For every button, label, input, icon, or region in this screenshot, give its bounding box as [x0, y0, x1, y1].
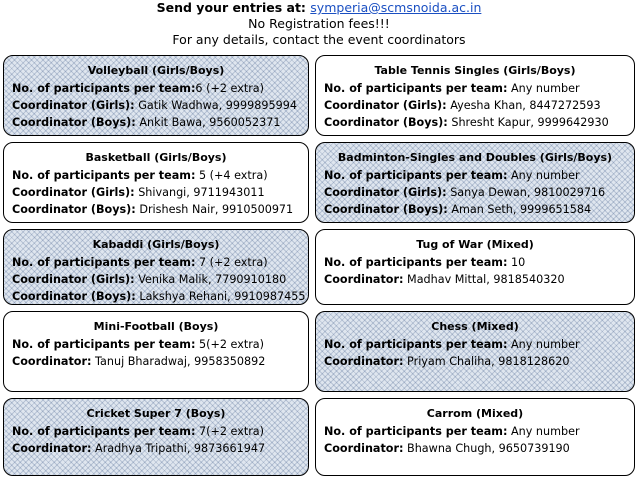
- participants-row: [324, 336, 626, 353]
- coordinator-girls-row: [12, 184, 300, 201]
- coordinator-girls-row: [324, 184, 626, 201]
- participants-label: No. of participants per team:: [12, 169, 196, 182]
- participants-label: No. of participants per team:: [324, 425, 508, 438]
- coordinator-row: [12, 353, 300, 370]
- coordinator-row: [12, 440, 300, 457]
- event-title: Cricket Super 7 (Boys): [86, 407, 226, 420]
- participants-value: Any number: [510, 338, 580, 351]
- participants-row: [12, 423, 300, 440]
- event-title: Table Tennis Singles (Girls/Boys): [374, 64, 576, 77]
- coordinator-girls-label: Coordinator (Girls):: [12, 99, 135, 112]
- event-card-carrom: [315, 398, 635, 476]
- coordinator-label: Coordinator:: [324, 273, 404, 286]
- participants-row: [12, 80, 300, 97]
- event-card-badminton: [315, 142, 635, 223]
- participants-value: Any number: [510, 82, 580, 95]
- header: [0, 0, 638, 48]
- coordinator-girls-label: Coordinator (Girls):: [12, 273, 135, 286]
- event-card-cricket: [3, 398, 309, 476]
- participants-value: 5(+2 extra): [198, 338, 265, 351]
- participants-row: [324, 254, 626, 271]
- coordinator-boys-label: Coordinator (Boys):: [12, 290, 136, 303]
- coordinator-boys-value: Lakshya Rehani, 9910987455: [139, 290, 306, 303]
- event-title: Kabaddi (Girls/Boys): [92, 238, 220, 251]
- participants-label: No. of participants per team:: [324, 169, 508, 182]
- participants-value: 7 (+2 extra): [198, 256, 268, 269]
- coordinator-value: Aradhya Tripathi, 9873661947: [95, 442, 266, 455]
- event-card-basketball: [3, 142, 309, 223]
- participants-row: [12, 167, 300, 184]
- participants-label: No. of participants per team:: [324, 82, 508, 95]
- coordinator-girls-row: [12, 97, 300, 114]
- event-card-kabaddi: [3, 229, 309, 305]
- coordinator-girls-value: Ayesha Khan, 8447272593: [450, 99, 601, 112]
- event-title: Mini-Football (Boys): [93, 320, 219, 333]
- coordinator-girls-row: [12, 271, 300, 288]
- event-title: Tug of War (Mixed): [416, 238, 534, 251]
- participants-label: No. of participants per team:: [12, 82, 196, 95]
- coordinator-boys-row: [12, 201, 300, 218]
- participants-value: 7(+2 extra): [198, 425, 265, 438]
- participants-row: [324, 423, 626, 440]
- participants-label: No. of participants per team:: [12, 256, 196, 269]
- coordinator-boys-row: [12, 288, 306, 305]
- send-entries-line: [0, 0, 638, 16]
- participants-label: No. of participants per team:: [12, 338, 196, 351]
- coordinator-row: [324, 440, 626, 457]
- coordinator-boys-label: Coordinator (Boys):: [324, 116, 448, 129]
- participants-row: [12, 336, 300, 353]
- coordinator-boys-label: Coordinator (Boys):: [324, 203, 448, 216]
- participants-label: No. of participants per team:: [324, 256, 508, 269]
- event-card-chess: [315, 311, 635, 392]
- participants-row: [12, 254, 300, 271]
- event-title: Chess (Mixed): [431, 320, 519, 333]
- coordinator-row: [324, 353, 626, 370]
- participants-label: No. of participants per team:: [324, 338, 508, 351]
- send-entries-label: Send your entries at:: [156, 0, 311, 15]
- participants-value: 6 (+2 extra): [195, 82, 265, 95]
- coordinator-label: Coordinator:: [12, 355, 92, 368]
- coordinator-label: Coordinator:: [324, 442, 404, 455]
- coordinator-boys-label: Coordinator (Boys):: [12, 203, 136, 216]
- coordinator-label: Coordinator:: [324, 355, 404, 368]
- participants-value: 5 (+4 extra): [198, 169, 268, 182]
- participants-row: [324, 167, 626, 184]
- event-card-tug-of-war: [315, 229, 635, 305]
- coordinator-boys-value: Aman Seth, 9999651584: [451, 203, 592, 216]
- event-card-mini-football: [3, 311, 309, 392]
- coordinator-label: Coordinator:: [12, 442, 92, 455]
- event-title: Basketball (Girls/Boys): [85, 151, 227, 164]
- event-card-table-tennis: [315, 55, 635, 136]
- event-title: Volleyball (Girls/Boys): [87, 64, 225, 77]
- coordinator-girls-label: Coordinator (Girls):: [324, 99, 447, 112]
- coordinator-girls-value: Gatik Wadhwa, 9999895994: [138, 99, 297, 112]
- coordinator-value: Priyam Chaliha, 9818128620: [407, 355, 570, 368]
- coordinator-girls-value: Venika Malik, 7790910180: [138, 273, 287, 286]
- coordinator-boys-row: [324, 114, 626, 131]
- coordinator-row: [324, 271, 626, 288]
- participants-label: No. of participants per team:: [12, 425, 196, 438]
- coordinator-girls-value: Sanya Dewan, 9810029716: [450, 186, 606, 199]
- coordinator-boys-value: Ankit Bawa, 9560052371: [139, 116, 281, 129]
- coordinator-boys-value: Drishesh Nair, 9910500971: [139, 203, 294, 216]
- event-title: Badminton-Singles and Doubles (Girls/Boys): [337, 151, 613, 164]
- email-link[interactable]: symperia@scmsnoida.ac.in: [310, 0, 482, 15]
- participants-value: 10: [510, 256, 526, 269]
- coordinator-value: Bhawna Chugh, 9650739190: [407, 442, 570, 455]
- coordinator-value: Tanuj Bharadwaj, 9958350892: [95, 355, 266, 368]
- coordinator-value: Madhav Mittal, 9818540320: [407, 273, 565, 286]
- event-title: Carrom (Mixed): [426, 407, 524, 420]
- participants-value: Any number: [510, 169, 580, 182]
- coordinator-boys-value: Shresht Kapur, 9999642930: [451, 116, 609, 129]
- coordinator-boys-row: [12, 114, 300, 131]
- coordinator-girls-label: Coordinator (Girls):: [324, 186, 447, 199]
- coordinator-girls-label: Coordinator (Girls):: [12, 186, 135, 199]
- participants-row: [324, 80, 626, 97]
- fees-notice: No Registration fees!!!: [248, 16, 390, 31]
- coordinator-girls-value: Shivangi, 9711943011: [138, 186, 265, 199]
- coordinator-boys-row: [324, 201, 626, 218]
- participants-value: Any number: [510, 425, 580, 438]
- coordinator-boys-label: Coordinator (Boys):: [12, 116, 136, 129]
- contact-notice: For any details, contact the event coordinators: [172, 32, 466, 47]
- event-card-volleyball: [3, 55, 309, 136]
- coordinator-girls-row: [324, 97, 626, 114]
